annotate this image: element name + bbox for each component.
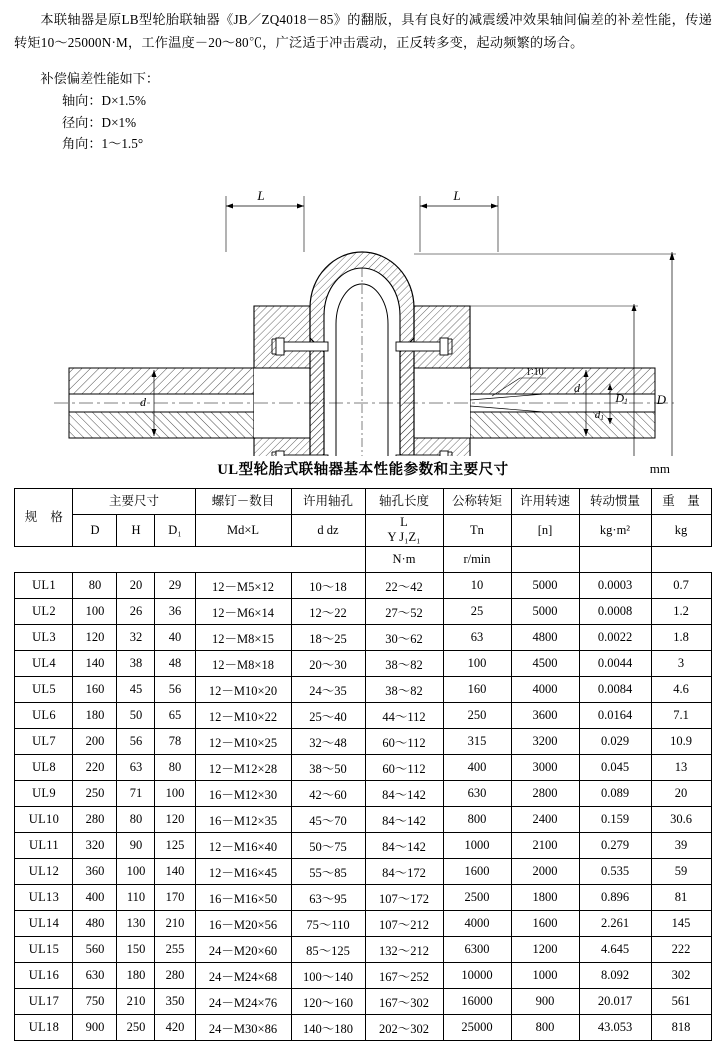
cell-dim-D1: 80	[155, 755, 195, 781]
cell-dim-H: 32	[117, 625, 155, 651]
cell-weight: 81	[651, 885, 711, 911]
cell-inertia: 0.279	[579, 833, 651, 859]
cell-dim-D1: 36	[155, 599, 195, 625]
table-caption-row	[14, 458, 712, 484]
cell-screw: 12－M16×45	[195, 859, 291, 885]
cell-dim-D: 160	[73, 677, 117, 703]
tolerance-list	[62, 90, 712, 153]
cell-spec: UL13	[15, 885, 73, 911]
cell-weight: 30.6	[651, 807, 711, 833]
cell-screw: 12－M12×28	[195, 755, 291, 781]
cell-torque: 63	[443, 625, 511, 651]
cell-inertia: 20.017	[579, 989, 651, 1015]
header-inertia-unit: kg·m²	[579, 514, 651, 546]
cell-bore-length: 132～212	[365, 937, 443, 963]
cell-torque: 800	[443, 807, 511, 833]
cell-inertia: 0.045	[579, 755, 651, 781]
cell-inertia: 0.0022	[579, 625, 651, 651]
header-bore-sub: d dz	[291, 514, 365, 546]
cell-dim-H: 56	[117, 729, 155, 755]
cell-inertia: 0.0008	[579, 599, 651, 625]
cell-dim-D1: 56	[155, 677, 195, 703]
cell-bore-length: 38～82	[365, 677, 443, 703]
cell-bore: 20～30	[291, 651, 365, 677]
cell-inertia: 0.029	[579, 729, 651, 755]
cell-weight: 3	[651, 651, 711, 677]
cell-spec: UL7	[15, 729, 73, 755]
cell-spec: UL9	[15, 781, 73, 807]
cell-inertia: 0.159	[579, 807, 651, 833]
table-row	[15, 781, 711, 807]
cell-spec: UL18	[15, 1015, 73, 1041]
cell-bore: 100～140	[291, 963, 365, 989]
cell-bore: 75～110	[291, 911, 365, 937]
cell-dim-D: 900	[73, 1015, 117, 1041]
cell-dim-D: 220	[73, 755, 117, 781]
cell-dim-D: 180	[73, 703, 117, 729]
cell-dim-D1: 125	[155, 833, 195, 859]
table-row	[15, 729, 711, 755]
cell-screw: 12－M16×40	[195, 833, 291, 859]
cell-bore: 120～160	[291, 989, 365, 1015]
cell-inertia: 0.089	[579, 781, 651, 807]
cell-dim-D: 140	[73, 651, 117, 677]
cell-weight: 1.2	[651, 599, 711, 625]
svg-text:D1: D1	[615, 390, 628, 406]
cell-weight: 561	[651, 989, 711, 1015]
table-row	[15, 651, 711, 677]
cell-spec: UL12	[15, 859, 73, 885]
cell-spec: UL2	[15, 599, 73, 625]
cell-bore-length: 27～52	[365, 599, 443, 625]
cell-inertia: 0.0044	[579, 651, 651, 677]
cell-screw: 12－M10×22	[195, 703, 291, 729]
header-D1: D₁	[155, 514, 195, 546]
cell-torque: 4000	[443, 911, 511, 937]
tolerance-item-angular: 角向：1～1.5°	[62, 135, 144, 151]
cell-dim-H: 150	[117, 937, 155, 963]
cell-bore-length: 84～172	[365, 859, 443, 885]
dimension-L-right	[420, 196, 498, 252]
header-weight-blank	[579, 547, 651, 573]
cell-torque: 1000	[443, 833, 511, 859]
table-row	[15, 677, 711, 703]
header-torque: 公称转矩	[443, 488, 511, 514]
cell-inertia: 0.0084	[579, 677, 651, 703]
cell-screw: 24－M24×68	[195, 963, 291, 989]
header-inertia: 转动惯量	[579, 488, 651, 514]
header-filler	[15, 547, 365, 573]
cell-weight: 145	[651, 911, 711, 937]
table-row	[15, 807, 711, 833]
cell-dim-D: 200	[73, 729, 117, 755]
cell-torque: 2500	[443, 885, 511, 911]
cell-dim-D1: 170	[155, 885, 195, 911]
cell-bore-length: 30～62	[365, 625, 443, 651]
table-row	[15, 1015, 711, 1041]
cell-screw: 12－M8×18	[195, 651, 291, 677]
cell-spec: UL11	[15, 833, 73, 859]
cell-speed: 2100	[511, 833, 579, 859]
table-row	[15, 989, 711, 1015]
svg-text:d1: d1	[594, 408, 604, 422]
cell-spec: UL8	[15, 755, 73, 781]
specs-table-body	[15, 573, 711, 1041]
cell-dim-D1: 65	[155, 703, 195, 729]
cell-bore: 42～60	[291, 781, 365, 807]
cell-bore: 12～22	[291, 599, 365, 625]
cell-bore-length: 84～142	[365, 781, 443, 807]
cell-dim-D: 80	[73, 573, 117, 599]
cell-bore: 18～25	[291, 625, 365, 651]
cell-bore-length: 22～42	[365, 573, 443, 599]
cell-weight: 59	[651, 859, 711, 885]
cell-dim-D: 400	[73, 885, 117, 911]
tolerance-item-radial: 径向：D×1%	[62, 114, 137, 130]
header-bore-length-sym: L	[400, 514, 408, 529]
cell-dim-D1: 29	[155, 573, 195, 599]
cell-dim-H: 20	[117, 573, 155, 599]
cell-speed: 1800	[511, 885, 579, 911]
cell-dim-D1: 120	[155, 807, 195, 833]
cell-weight: 13	[651, 755, 711, 781]
cell-bore-length: 84～142	[365, 833, 443, 859]
cell-screw: 12－M10×20	[195, 677, 291, 703]
cell-dim-D: 750	[73, 989, 117, 1015]
cell-speed: 5000	[511, 573, 579, 599]
cell-dim-D: 480	[73, 911, 117, 937]
cell-speed: 2400	[511, 807, 579, 833]
cell-bore-length: 44～112	[365, 703, 443, 729]
cell-torque: 250	[443, 703, 511, 729]
cell-inertia: 0.896	[579, 885, 651, 911]
cell-spec: UL5	[15, 677, 73, 703]
table-row	[15, 625, 711, 651]
cell-torque: 160	[443, 677, 511, 703]
cell-torque: 630	[443, 781, 511, 807]
cell-speed: 3200	[511, 729, 579, 755]
cell-speed: 1000	[511, 963, 579, 989]
cell-dim-H: 180	[117, 963, 155, 989]
cell-inertia: 2.261	[579, 911, 651, 937]
cell-speed: 1600	[511, 911, 579, 937]
cell-spec: UL4	[15, 651, 73, 677]
cell-weight: 818	[651, 1015, 711, 1041]
cell-bore: 10～18	[291, 573, 365, 599]
cell-spec: UL3	[15, 625, 73, 651]
header-bore-length-codes: Y J₁Z₁	[387, 530, 421, 545]
cell-bore: 55～85	[291, 859, 365, 885]
header-bore: 许用轴孔	[291, 488, 365, 514]
cell-dim-D1: 255	[155, 937, 195, 963]
header-weight-unit: kg	[651, 514, 711, 546]
cell-dim-D: 630	[73, 963, 117, 989]
header-screws-sub: Md×L	[195, 514, 291, 546]
header-H: H	[117, 514, 155, 546]
table-caption: UL型轮胎式联轴器基本性能参数和主要尺寸	[217, 461, 509, 478]
cell-dim-D: 120	[73, 625, 117, 651]
cell-dim-D1: 140	[155, 859, 195, 885]
cell-speed: 2000	[511, 859, 579, 885]
header-bore-length: 轴孔长度	[365, 488, 443, 514]
cell-screw: 12－M8×15	[195, 625, 291, 651]
cell-speed: 2800	[511, 781, 579, 807]
table-row	[15, 833, 711, 859]
cell-dim-D1: 210	[155, 911, 195, 937]
cell-screw: 24－M30×86	[195, 1015, 291, 1041]
cell-spec: UL16	[15, 963, 73, 989]
cell-dim-H: 250	[117, 1015, 155, 1041]
cell-dim-D: 360	[73, 859, 117, 885]
cell-bore: 32～48	[291, 729, 365, 755]
cell-weight: 0.7	[651, 573, 711, 599]
cell-bore-length: 107～172	[365, 885, 443, 911]
cell-weight: 39	[651, 833, 711, 859]
table-row	[15, 963, 711, 989]
dimension-L-left	[226, 196, 304, 252]
specs-table	[14, 488, 711, 1041]
cell-dim-D: 560	[73, 937, 117, 963]
cell-weight: 222	[651, 937, 711, 963]
header-torque-sym: Tn	[443, 514, 511, 546]
cell-inertia: 0.0164	[579, 703, 651, 729]
cell-dim-H: 71	[117, 781, 155, 807]
cell-bore: 50～75	[291, 833, 365, 859]
cell-screw: 12－M10×25	[195, 729, 291, 755]
svg-text:d: d	[140, 394, 146, 409]
table-row	[15, 703, 711, 729]
cell-bore-length: 60～112	[365, 755, 443, 781]
cell-dim-H: 80	[117, 807, 155, 833]
cell-dim-H: 130	[117, 911, 155, 937]
cell-speed: 1200	[511, 937, 579, 963]
cell-bore-length: 107～212	[365, 911, 443, 937]
cell-dim-D1: 48	[155, 651, 195, 677]
cell-weight: 20	[651, 781, 711, 807]
svg-text:D: D	[656, 391, 666, 407]
cell-weight: 7.1	[651, 703, 711, 729]
cell-speed: 3000	[511, 755, 579, 781]
cell-speed: 5000	[511, 599, 579, 625]
cell-dim-H: 110	[117, 885, 155, 911]
table-row	[15, 911, 711, 937]
cell-speed: 3600	[511, 703, 579, 729]
specs-table-head	[15, 488, 711, 572]
intro-paragraph: 本联轴器是原LB型轮胎联轴器《JB／ZQ4018－85》的翻版，具有良好的减震缓冲效果轴间偏差的补差性能，传递转矩10～25000N·M，工作温度－20～80℃，广泛适于冲击震动，正反转多变，起动频繁的场合。	[14, 12, 712, 51]
cell-dim-H: 50	[117, 703, 155, 729]
table-unit-label: mm	[649, 460, 670, 476]
header-D: D	[73, 514, 117, 546]
cell-torque: 25000	[443, 1015, 511, 1041]
table-row	[15, 755, 711, 781]
cell-weight: 302	[651, 963, 711, 989]
header-row-4	[15, 547, 711, 573]
cell-bore: 38～50	[291, 755, 365, 781]
cell-torque: 6300	[443, 937, 511, 963]
header-inertia-blank	[511, 547, 579, 573]
svg-text:d: d	[574, 380, 580, 395]
header-speed-unit: r/min	[443, 547, 511, 573]
svg-text:1∶10: 1∶10	[526, 366, 544, 378]
cell-dim-D: 100	[73, 599, 117, 625]
header-bore-length-sub	[365, 514, 443, 546]
cell-dim-D: 320	[73, 833, 117, 859]
svg-text:L: L	[453, 187, 461, 203]
cell-dim-H: 100	[117, 859, 155, 885]
cell-bore-length: 202～302	[365, 1015, 443, 1041]
cell-bore-length: 38～82	[365, 651, 443, 677]
cell-dim-D: 250	[73, 781, 117, 807]
cell-screw: 16－M20×56	[195, 911, 291, 937]
cell-speed: 900	[511, 989, 579, 1015]
cell-dim-H: 38	[117, 651, 155, 677]
cell-weight: 1.8	[651, 625, 711, 651]
header-row-1	[15, 488, 711, 514]
cell-torque: 10000	[443, 963, 511, 989]
cell-speed: 4800	[511, 625, 579, 651]
cell-spec: UL1	[15, 573, 73, 599]
table-row	[15, 885, 711, 911]
cell-spec: UL6	[15, 703, 73, 729]
cell-screw: 16－M12×30	[195, 781, 291, 807]
table-row	[15, 599, 711, 625]
cell-screw: 24－M20×60	[195, 937, 291, 963]
tyre-element	[310, 252, 414, 456]
cell-bore: 85～125	[291, 937, 365, 963]
cell-torque: 25	[443, 599, 511, 625]
cell-bore: 140～180	[291, 1015, 365, 1041]
cell-inertia: 0.535	[579, 859, 651, 885]
cell-screw: 24－M24×76	[195, 989, 291, 1015]
header-screws: 螺钉－数目	[195, 488, 291, 514]
cell-bore-length: 167～252	[365, 963, 443, 989]
cell-torque: 100	[443, 651, 511, 677]
header-torque-unit: N·m	[365, 547, 443, 573]
cell-bore-length: 167～302	[365, 989, 443, 1015]
document-page	[0, 8, 726, 1036]
cell-spec: UL15	[15, 937, 73, 963]
cell-weight: 4.6	[651, 677, 711, 703]
cell-dim-D: 280	[73, 807, 117, 833]
cell-inertia: 43.053	[579, 1015, 651, 1041]
cell-screw: 16－M16×50	[195, 885, 291, 911]
table-row	[15, 573, 711, 599]
cell-speed: 4500	[511, 651, 579, 677]
cell-inertia: 8.092	[579, 963, 651, 989]
cell-bore-length: 84～142	[365, 807, 443, 833]
cell-dim-H: 63	[117, 755, 155, 781]
cell-dim-D1: 420	[155, 1015, 195, 1041]
header-speed-sym: [n]	[511, 514, 579, 546]
tolerance-heading: 补偿偏差性能如下：	[40, 71, 160, 87]
cell-dim-D1: 280	[155, 963, 195, 989]
cell-dim-D1: 100	[155, 781, 195, 807]
cell-spec: UL17	[15, 989, 73, 1015]
cell-bore: 45～70	[291, 807, 365, 833]
svg-text:L: L	[257, 187, 265, 203]
cell-speed: 800	[511, 1015, 579, 1041]
cell-spec: UL14	[15, 911, 73, 937]
cell-dim-D1: 350	[155, 989, 195, 1015]
cell-screw: 16－M12×35	[195, 807, 291, 833]
cell-screw: 12－M5×12	[195, 573, 291, 599]
cell-inertia: 0.0003	[579, 573, 651, 599]
cell-bore-length: 60～112	[365, 729, 443, 755]
table-row	[15, 937, 711, 963]
header-weight: 重 量	[651, 488, 711, 514]
cell-dim-D1: 78	[155, 729, 195, 755]
cell-bore: 25～40	[291, 703, 365, 729]
cell-torque: 16000	[443, 989, 511, 1015]
cell-dim-H: 90	[117, 833, 155, 859]
cell-speed: 4000	[511, 677, 579, 703]
header-spec: 规 格	[15, 488, 73, 546]
cell-torque: 400	[443, 755, 511, 781]
table-row	[15, 859, 711, 885]
cell-screw: 12－M6×14	[195, 599, 291, 625]
tolerance-item-axial: 轴向：D×1.5%	[62, 93, 146, 109]
cell-dim-H: 45	[117, 677, 155, 703]
cell-dim-H: 26	[117, 599, 155, 625]
header-speed: 许用转速	[511, 488, 579, 514]
cell-spec: UL10	[15, 807, 73, 833]
cell-bore: 24～35	[291, 677, 365, 703]
cell-weight: 10.9	[651, 729, 711, 755]
cell-torque: 1600	[443, 859, 511, 885]
cell-dim-H: 210	[117, 989, 155, 1015]
cell-torque: 315	[443, 729, 511, 755]
coupling-figure	[14, 156, 712, 456]
cell-dim-D1: 40	[155, 625, 195, 651]
header-main-dims: 主要尺寸	[73, 488, 195, 514]
cell-inertia: 4.645	[579, 937, 651, 963]
coupling-drawing	[14, 156, 712, 456]
cell-bore: 63～95	[291, 885, 365, 911]
cell-torque: 10	[443, 573, 511, 599]
